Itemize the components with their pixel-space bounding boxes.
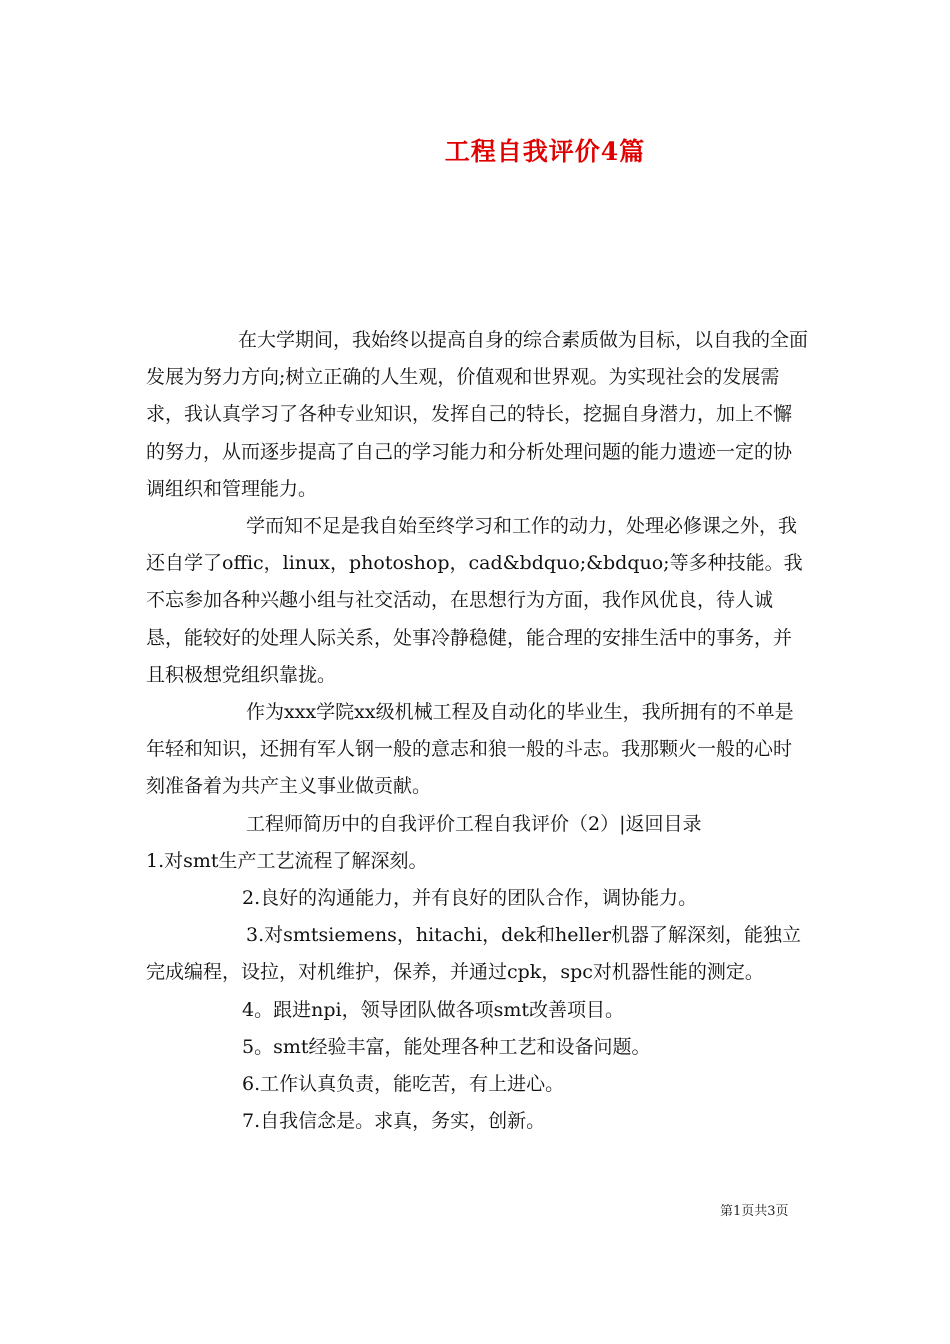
paragraph-1: 在大学期间，我始终以提高自身的综合素质做为目标，以自我的全面发展为努力方向;树立正确的人生观，价值观和世界观。为实现社会的发展需求，我认真学习了各种专业知识，发挥自己的特长，挖掘自身潜力，加上不懈的努力，从而逐步提高了自己的学习能力和分析处理问题的能力遗迹一定的协调组织和管理能力。	[146, 329, 809, 500]
document-body	[146, 322, 810, 1140]
list-item-1: 1.对smt生产工艺流程了解深刻。	[146, 849, 428, 872]
document-title: 工程自我评价4篇	[444, 137, 646, 166]
section-heading-link[interactable]: 工程师简历中的自我评价工程自我评价（2）|返回目录	[246, 812, 702, 835]
list-item-6: 6.工作认真负责，能吃苦，有上进心。	[242, 1073, 565, 1096]
paragraph-3: 作为xxx学院xx级机械工程及自动化的毕业生，我所拥有的不单是年轻和知识，还拥有军人钢一般的意志和狼一般的斗志。我那颗火一般的心时刻准备着为共产主义事业做贡献。	[146, 701, 794, 798]
page-number: 第1页共3页	[720, 1204, 789, 1219]
list-item-3: 3.对smtsiemens，hitachi，dek和heller机器了解深刻，能独立完成编程，设拉，对机维护，保养，并通过cpk，spc对机器性能的测定。	[146, 924, 801, 984]
list-item-4: 4。跟进npi，领导团队做各项smt改善项目。	[242, 998, 624, 1021]
list-item-2: 2.良好的沟通能力，并有良好的团队合作，调协能力。	[242, 887, 698, 910]
list-item-5: 5。smt经验丰富，能处理各种工艺和设备问题。	[242, 1035, 651, 1058]
list-item-7: 7.自我信念是。求真，务实，创新。	[242, 1110, 546, 1133]
paragraph-2: 学而知不足是我自始至终学习和工作的动力，处理必修课之外，我还自学了offic，linux，photoshop，cad&bdquo;&bdquo;等多种技能。我不忘参加各种兴趣小组与社交活动，在思想行为方面，我作风优良，待人诚恳，能较好的处理人际关系，处事冷静稳健，能合理的安排生活中的事务，并且积极想党组织靠拢。	[146, 515, 803, 686]
